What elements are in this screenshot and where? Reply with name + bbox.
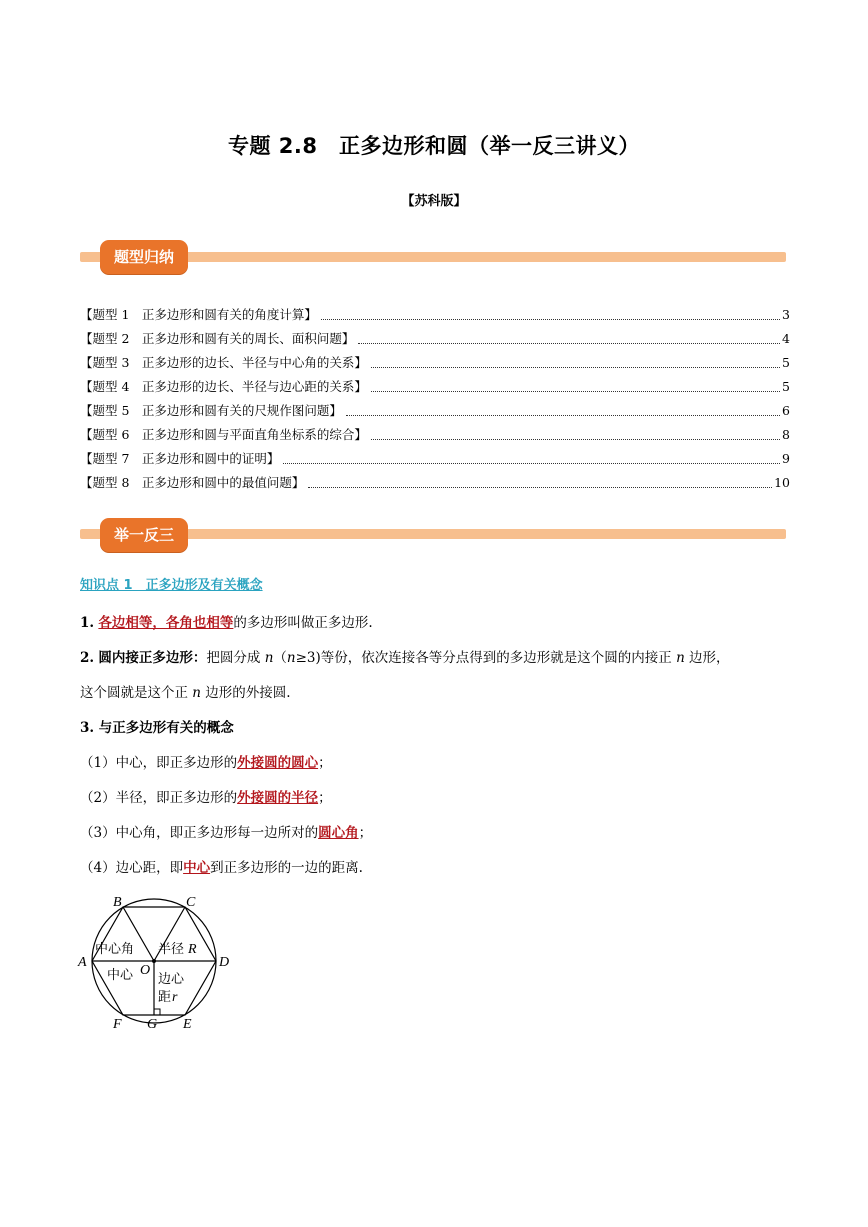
toc-leader-dots xyxy=(358,342,780,344)
toc-leader-dots xyxy=(283,462,780,464)
para-text: 这个圆就是这个正 xyxy=(80,685,193,701)
toc-entry[interactable] xyxy=(80,426,790,444)
radius-variable: R xyxy=(188,942,197,957)
toc-entry[interactable] xyxy=(80,450,790,468)
page-title: 专题 2.8 正多边形和圆（举一反三讲义） xyxy=(227,134,640,158)
knowledge-heading: 知识点 1 正多边形及有关概念 xyxy=(80,578,263,593)
concept-item xyxy=(80,858,790,878)
item-text: ； xyxy=(318,755,332,771)
toc-entry[interactable] xyxy=(80,330,790,348)
point-label: O xyxy=(140,963,151,978)
toc-entry[interactable] xyxy=(80,354,790,372)
para-number: 2. xyxy=(80,650,95,666)
toc-entry-label: 【题型 1 正多边形和圆有关的角度计算】 xyxy=(80,307,317,322)
edition-label: 【苏科版】 xyxy=(401,194,467,209)
toc-leader-dots xyxy=(308,486,772,488)
para-text: ≥3)等份，依次连接各等分点得到的多边形就是这个圆的内接正 xyxy=(295,650,677,666)
concept-item xyxy=(80,823,790,843)
para-number: 3. xyxy=(80,720,95,736)
definition-3 xyxy=(80,718,790,738)
hexagon-circle-diagram xyxy=(76,890,246,1035)
item-text: 到正多边形的一边的距离. xyxy=(210,860,363,876)
radius-label: 半径 xyxy=(158,942,185,957)
apothem-label-2: 距 xyxy=(158,990,172,1005)
toc-leader-dots xyxy=(371,390,780,392)
toc-page-number: 5 xyxy=(782,355,790,370)
toc-entry[interactable] xyxy=(80,474,790,492)
toc-leader-dots xyxy=(346,414,780,416)
highlight-term: 圆心角 xyxy=(318,825,359,841)
toc-page-number: 6 xyxy=(782,403,790,418)
definition-2 xyxy=(80,648,790,668)
para-text: 与正多边形有关的概念 xyxy=(98,720,234,736)
point-label: G xyxy=(147,1017,158,1032)
toc-page-number: 3 xyxy=(782,307,790,322)
definition-1 xyxy=(80,613,790,633)
term: 圆内接正多边形： xyxy=(98,650,207,666)
section-tab-summary: 题型归纳 xyxy=(100,240,188,274)
toc-entry[interactable] xyxy=(80,402,790,420)
item-text: ； xyxy=(318,790,332,806)
point-label: A xyxy=(78,955,87,970)
toc-page-number: 4 xyxy=(782,331,790,346)
toc-leader-dots xyxy=(371,438,780,440)
toc-entry[interactable] xyxy=(80,306,790,324)
concept-item xyxy=(80,753,790,773)
toc-entry-label: 【题型 4 正多边形的边长、半径与边心距的关系】 xyxy=(80,379,367,394)
center-point xyxy=(152,959,156,963)
point-label: D xyxy=(219,955,230,970)
para-text: （ xyxy=(273,650,287,666)
highlight-term: 各边相等，各角也相等 xyxy=(98,615,234,631)
definition-2-cont xyxy=(80,683,790,703)
toc-entry-label: 【题型 5 正多边形和圆有关的尺规作图问题】 xyxy=(80,403,342,418)
highlight-term: 外接圆的圆心 xyxy=(237,755,319,771)
center-label: 中心 xyxy=(107,968,134,983)
concept-item xyxy=(80,788,790,808)
toc-entry-label: 【题型 8 正多边形和圆中的最值问题】 xyxy=(80,475,305,490)
toc-entry-label: 【题型 6 正多边形和圆与平面直角坐标系的综合】 xyxy=(80,427,367,442)
toc-page-number: 10 xyxy=(774,475,790,490)
toc-entry-label: 【题型 2 正多边形和圆有关的周长、面积问题】 xyxy=(80,331,355,346)
apothem-variable: r xyxy=(172,990,178,1005)
point-label: B xyxy=(113,895,122,910)
point-label: C xyxy=(186,895,196,910)
toc-leader-dots xyxy=(371,366,780,368)
item-text: （4）边心距，即 xyxy=(80,860,184,876)
var-n: n xyxy=(192,685,201,701)
toc-page-number: 8 xyxy=(782,427,790,442)
item-text: ； xyxy=(358,825,373,841)
apothem-label: 边心 xyxy=(158,972,185,987)
toc-entry-label: 【题型 3 正多边形的边长、半径与中心角的关系】 xyxy=(80,355,367,370)
para-text: 把圆分成 xyxy=(206,650,265,666)
toc-page-number: 9 xyxy=(782,451,790,466)
para-text: 的多边形叫做正多边形. xyxy=(233,615,373,631)
toc-entry-label: 【题型 7 正多边形和圆中的证明】 xyxy=(80,451,280,466)
para-number: 1. xyxy=(80,615,95,631)
toc-page-number: 5 xyxy=(782,379,790,394)
toc-leader-dots xyxy=(321,318,780,320)
para-text: 边形， xyxy=(684,650,730,666)
var-n: n xyxy=(264,650,274,666)
section-tab-examples: 举一反三 xyxy=(100,518,188,552)
item-text: （2）半径，即正多边形的 xyxy=(80,790,238,806)
var-n: n xyxy=(286,650,296,666)
highlight-term: 中心 xyxy=(183,860,211,876)
item-text: （1）中心，即正多边形的 xyxy=(80,755,238,771)
para-text: 边形的外接圆. xyxy=(201,685,291,701)
right-angle-mark xyxy=(154,1009,160,1015)
highlight-term: 外接圆的半径 xyxy=(237,790,319,806)
central-angle-label: 中心角 xyxy=(95,942,135,957)
point-label: F xyxy=(113,1017,122,1032)
point-label: E xyxy=(183,1017,192,1032)
var-n: n xyxy=(676,650,685,666)
item-text: （3）中心角，即正多边形每一边所对的 xyxy=(80,825,319,841)
toc-entry[interactable] xyxy=(80,378,790,396)
